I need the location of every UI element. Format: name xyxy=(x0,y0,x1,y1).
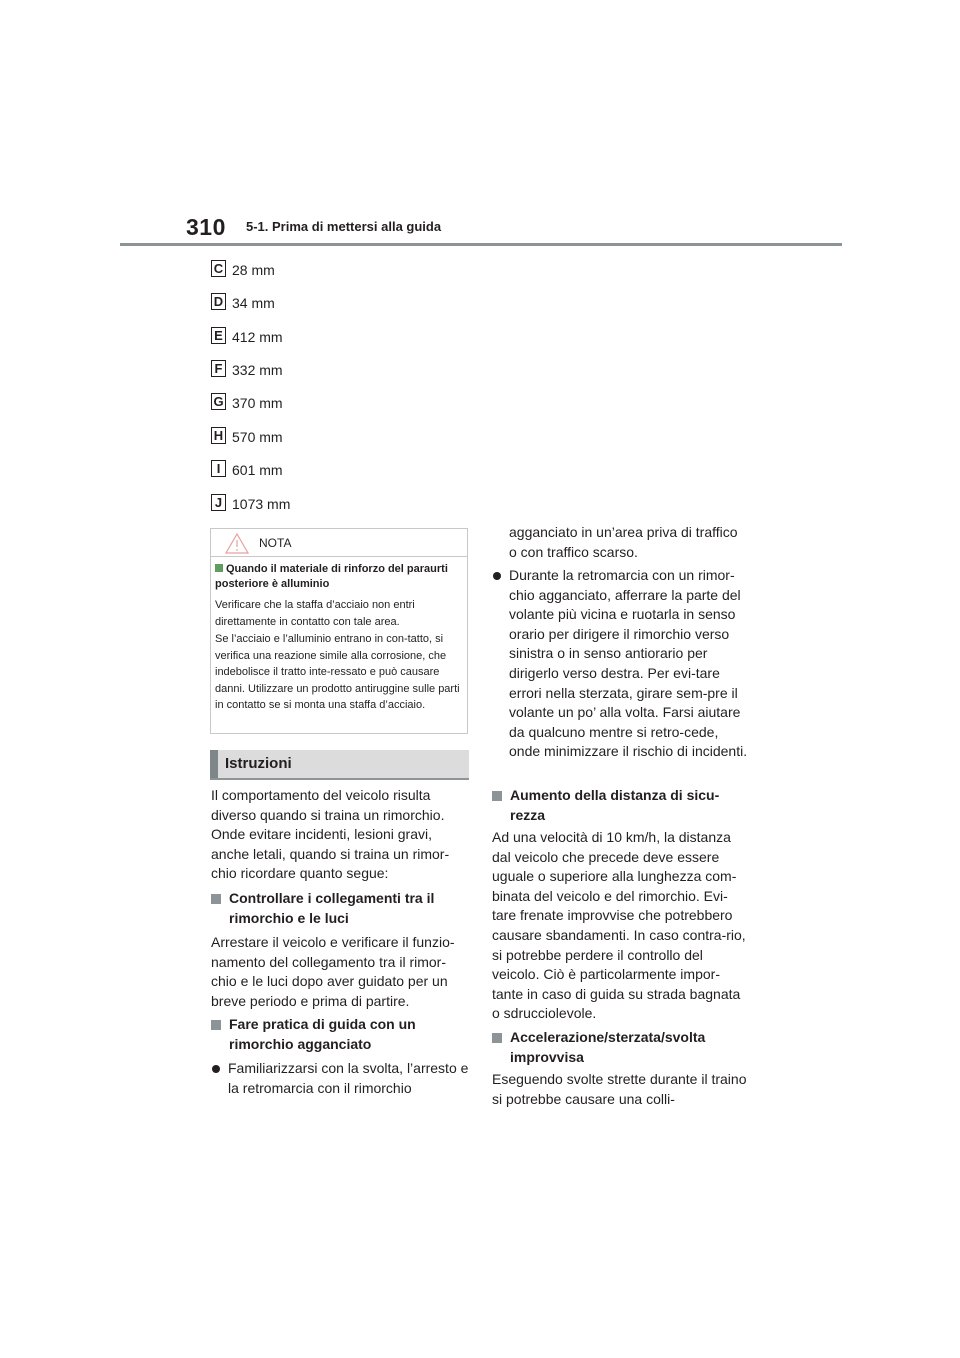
square-bullet-icon xyxy=(215,564,223,572)
warning-icon xyxy=(225,533,249,554)
paragraph: Arrestare il veicolo e verificare il funzio-namento del collegamento tra il rimor-chio e le luci dopo aver guidato per un breve periodo e prima di partire. xyxy=(211,934,455,1009)
intro-paragraph: Il comportamento del veicolo risulta diverso quando si traina un rimorchio. Onde evitare incidenti, lesioni gravi, anche letali, quando si traina un rimor-chio ricordare quanto segue: xyxy=(211,787,450,882)
square-bullet-icon xyxy=(211,1020,221,1030)
bullet-dot-icon xyxy=(493,572,501,580)
note-box xyxy=(210,528,468,734)
dimension-value: 412 mm xyxy=(232,329,283,345)
dimension-letter: H xyxy=(211,427,226,444)
subheading: Accelerazione/sterzata/svolta improvvisa xyxy=(492,1028,748,1067)
dimension-value: 570 mm xyxy=(232,429,283,445)
bullet-item: Durante la retromarcia con un rimor-chio agganciato, afferrare la parte del volante più vicina e ruotarla in senso orario per dirigere il rimorchio verso sinistra o in senso antiorario per dirigerlo verso destra. Per evi-tare errori nella sterzata, girare sem-pre il volante un po’ alla volta. Farsi aiutare da qualcuno mentre si retro-cede, onde minimizzare il rischio di incidenti. xyxy=(492,566,748,762)
dimension-value: 28 mm xyxy=(232,262,275,278)
instructions-heading-bar xyxy=(210,750,469,780)
dimension-letter: E xyxy=(211,327,226,344)
dimension-letter: G xyxy=(211,393,226,410)
paragraph: Eseguendo svolte strette durante il traino si potrebbe causare una colli- xyxy=(492,1071,747,1107)
dimension-value: 34 mm xyxy=(232,295,275,311)
dimension-letter: I xyxy=(211,460,226,477)
square-bullet-icon xyxy=(211,894,221,904)
bullet-dot-icon xyxy=(212,1065,220,1073)
note-paragraph: Verificare che la staffa d’acciaio non entri direttamente in contatto con tale area. xyxy=(215,599,415,628)
section-title: 5-1. Prima di mettersi alla guida xyxy=(246,219,442,234)
subheading: Aumento della distanza di sicu-rezza xyxy=(492,786,748,825)
instructions-heading: Istruzioni xyxy=(225,755,292,772)
square-bullet-icon xyxy=(492,791,502,801)
dimension-letter: D xyxy=(211,293,226,310)
bullet-item: Familiarizzarsi con la svolta, l’arresto e la retromarcia con il rimorchio xyxy=(211,1059,469,1098)
page-number: 310 xyxy=(186,214,226,240)
dimension-letter: C xyxy=(211,260,226,277)
paragraph: Ad una velocità di 10 km/h, la distanza dal veicolo che precede deve essere uguale o superiore alla lunghezza com-binata del veicolo e del rimorchio. Evi-tare frenate improvvise che potrebbero causare sbandamenti. In caso contra-rio, si potrebbe perdere il controllo del veicolo. Ciò è particolarmente impor-tante in caso di guida su strada bagnata o sdrucciolevole. xyxy=(492,829,746,1022)
heading-accent xyxy=(210,750,218,778)
header-divider xyxy=(120,243,842,246)
dimension-value: 601 mm xyxy=(232,462,283,478)
right-column xyxy=(492,523,748,1108)
dimension-value: 1073 mm xyxy=(232,496,291,512)
dimension-value: 370 mm xyxy=(232,395,283,411)
dimension-value: 332 mm xyxy=(232,362,283,378)
dimension-letter: F xyxy=(211,360,226,377)
bullet-continuation: agganciato in un’area priva di traffico o con traffico scarso. xyxy=(509,524,738,560)
note-paragraph: Se l’acciaio e l’alluminio entrano in con-tatto, si verifica una reazione simile alla corrosione, che indebolisce il tratto inte-ressato e può causare danni. Utilizzare un prodotto antiruggine sulle parti in contatto se si monta una staffa d’acciaio. xyxy=(215,633,460,711)
dimension-letter: J xyxy=(211,494,226,511)
left-column xyxy=(211,786,469,1106)
subheading: Fare pratica di guida con un rimorchio agganciato xyxy=(211,1015,469,1054)
note-title: NOTA xyxy=(259,536,292,550)
subheading: Controllare i collegamenti tra il rimorchio e le luci xyxy=(211,889,469,928)
note-subheading: Quando il materiale di rinforzo del paraurti posteriore è alluminio xyxy=(215,563,448,590)
note-header xyxy=(211,529,467,557)
square-bullet-icon xyxy=(492,1033,502,1043)
